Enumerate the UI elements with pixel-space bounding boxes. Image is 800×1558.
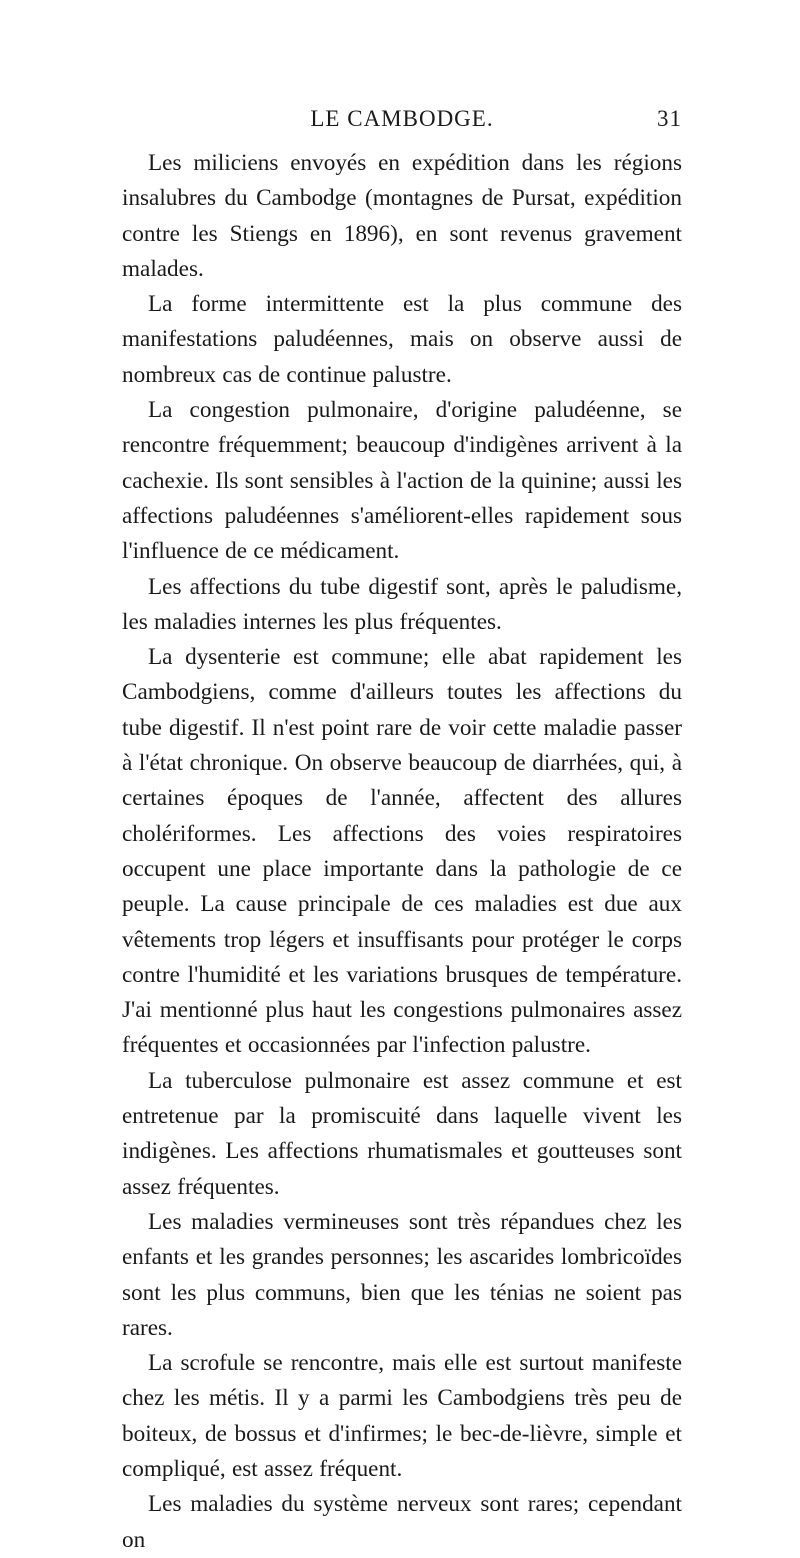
paragraph: Les affections du tube digestif sont, après le paludisme, les maladies internes les plus fréquentes. [122,573,682,635]
paragraph: La tuberculose pulmonaire est assez commune et est entretenue par la promiscuité dans laquelle vivent les indigènes. Les affections rhumatismales et goutteuses sont assez fréquentes. [122,1067,682,1200]
paragraph: Les maladies vermineuses sont très répandues chez les enfants et les grandes personnes; les ascarides lombricoïdes sont les plus communs, bien que les ténias ne soient pas rares. [122,1208,682,1341]
paragraph: La congestion pulmonaire, d'origine paludéenne, se rencontre fréquemment; beaucoup d'indigènes arrivent à la cachexie. Ils sont sensibles à l'action de la quinine; aussi les affections paludéennes s'améliorent-elles rapidement sous l'influence de ce médicament. [122,397,682,565]
running-head [122,106,682,136]
paragraph: La dysenterie est commune; elle abat rapidement les Cambodgiens, comme d'ailleurs toutes les affections du tube digestif. Il n'est point rare de voir cette maladie passer à l'état chronique. On observe beaucoup de diarrhées, qui, à certaines époques de l'année, affectent des allures cholériformes. Les affections des voies respiratoires occupent une place importante dans la pathologie de ce peuple. La cause principale de ces maladies est due aux vêtements trop légers et insuffisants pour protéger le corps contre l'humidité et les variations brusques de température. J'ai mentionné plus haut les congestions pulmonaires assez fréquentes et occasionnées par l'infection palustre. [122,644,682,1059]
paragraph: Les maladies du système nerveux sont rares; cependant on [122,1491,682,1553]
paragraph: La forme intermittente est la plus commune des manifestations paludéennes, mais on observe aussi de nombreux cas de continue palustre. [122,291,682,388]
paragraph: La scrofule se rencontre, mais elle est surtout manifeste chez les métis. Il y a parmi les Cambodgiens très peu de boiteux, de bossus et d'infirmes; le bec-de-lièvre, simple et compliqué, est assez fréquent. [122,1350,682,1482]
body-text [122,146,682,1558]
page-number: 31 [657,106,682,131]
running-title: LE CAMBODGE. [310,106,494,131]
paragraph: Les miliciens envoyés en expédition dans les régions insalubres du Cambodge (montagnes de Pursat, expédition contre les Stiengs en 1896), en sont revenus gravement malades. [122,150,682,282]
